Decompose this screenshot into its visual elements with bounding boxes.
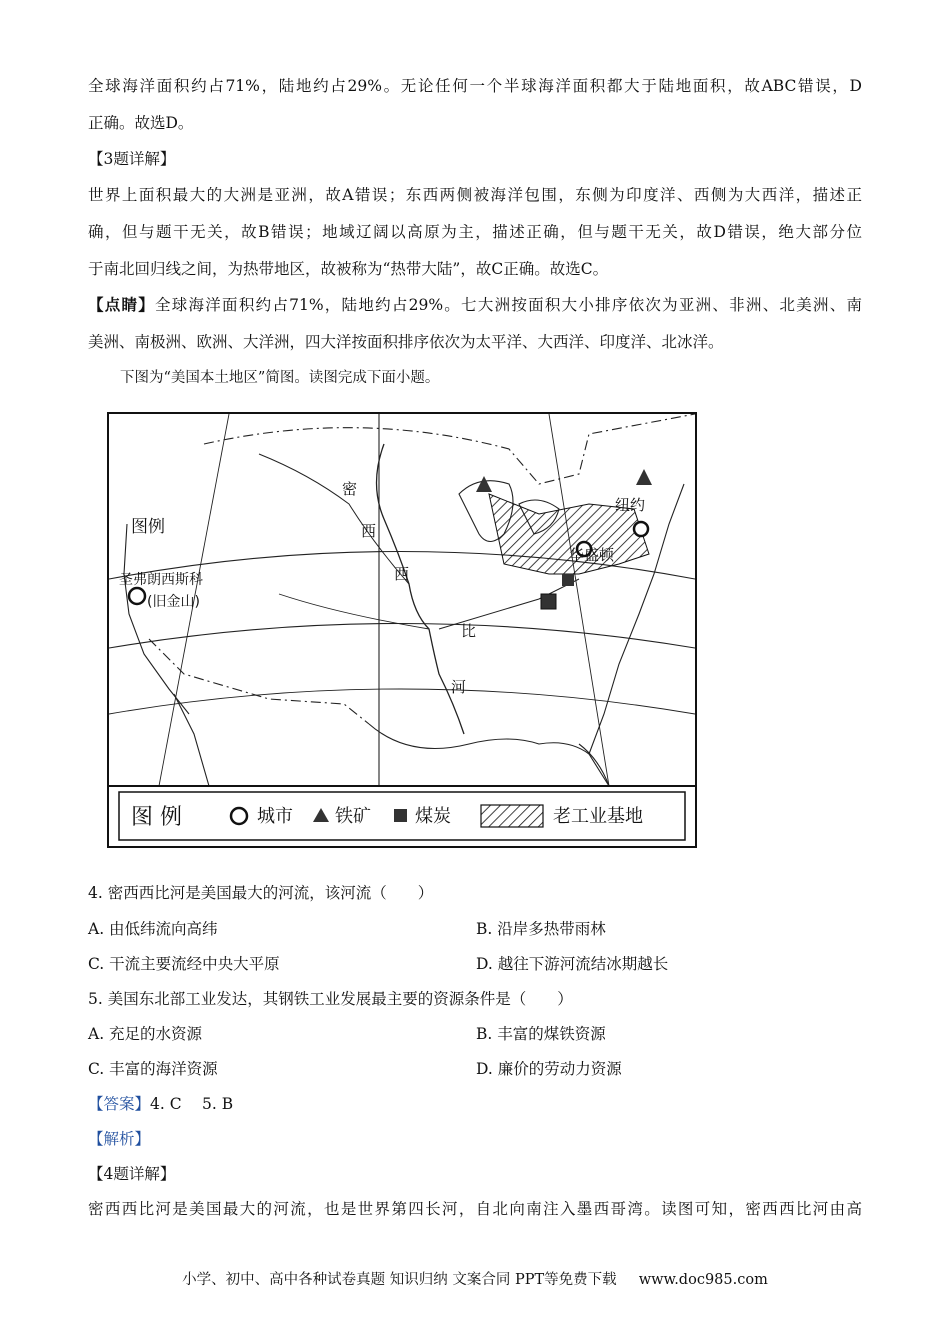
q4-option-d: D. 越往下游河流结冰期越长 [476, 955, 669, 973]
meridian-east [549, 414, 609, 786]
legend-city-icon [231, 808, 247, 824]
q5-option-b: B. 丰富的煤铁资源 [476, 1025, 606, 1043]
analysis-label: 【解析】 [88, 1130, 151, 1148]
tip-text: 全球海洋面积约占71%，陆地约占29%。七大洲按面积大小排序依次为亚洲、非洲、北美洲、南 [155, 296, 862, 314]
latitude-line-3 [109, 689, 695, 714]
paragraph-line: 确，但与题干无关，故B错误；地域辽阔以高原为主，描述正确，但与题干无关，故D错误，绝大部分位 [88, 223, 862, 241]
footer-site-link[interactable]: www.doc985.com [638, 1272, 768, 1288]
usa-map-figure [107, 412, 697, 848]
map-label-san-francisco: 圣弗朗西斯科 [119, 572, 203, 588]
ohio-river [439, 579, 579, 629]
legend-title: 图 例 [131, 805, 182, 830]
coal-icon [562, 574, 574, 586]
river-char: 河 [451, 678, 467, 696]
map-label-washington: 华盛顿 [569, 546, 615, 564]
west-coast [124, 524, 189, 714]
paragraph-line: 于南北回归线之间，为热带地区，故被称为“热带大陆”，故C正确。故选C。 [88, 260, 609, 278]
q5-option-c: C. 丰富的海洋资源 [88, 1060, 218, 1078]
legend-industrial-label: 老工业基地 [553, 806, 643, 827]
answer-line [88, 1093, 233, 1115]
usa-map-svg [109, 414, 695, 846]
answer-text: 4. C 5. B [150, 1095, 234, 1113]
city-icon-san-francisco [129, 588, 145, 604]
paragraph-line: 美洲、南极洲、欧洲、大洋洲，四大洋按面积排序依次为太平洋、大西洋、印度洋、北冰洋。 [88, 333, 724, 351]
q4-option-a: A. 由低纬流向高纬 [88, 920, 218, 938]
paragraph-line: 世界上面积最大的大洲是亚洲，故A错误；东西两侧被海洋包围，东侧为印度洋、西侧为大西洋，描述正 [88, 186, 862, 204]
legend-industrial-icon [481, 805, 543, 827]
map-label-tuli: 图例 [131, 517, 165, 537]
legend-coal-label: 煤炭 [415, 806, 451, 827]
footer-text: 小学、初中、高中各种试卷真题 知识归纳 文案合同 PPT等免费下载 [182, 1272, 617, 1288]
question-4-stem: 4. 密西西比河是美国最大的河流，该河流（ ） [88, 884, 434, 902]
q5-option-d: D. 廉价的劳动力资源 [476, 1060, 622, 1078]
city-icon-new-york [634, 522, 648, 536]
paragraph-line: 正确。故选D。 [88, 114, 194, 132]
q4-option-c: C. 干流主要流经中央大平原 [88, 955, 280, 973]
question-5-stem: 5. 美国东北部工业发达，其钢铁工业发展最主要的资源条件是（ ） [88, 990, 573, 1008]
legend-iron-label: 铁矿 [335, 806, 371, 827]
section-heading: 【4题详解】 [88, 1165, 176, 1183]
coal-icon [541, 594, 556, 609]
missouri-river [259, 454, 409, 584]
map-label-new-york: 纽约 [615, 496, 646, 514]
paragraph-line: 密西西比河是美国最大的河流，也是世界第四长河，自北向南注入墨西哥湾。读图可知，密西西比河由高 [88, 1200, 862, 1218]
paragraph-line: 全球海洋面积约占71%，陆地约占29%。无论任何一个半球海洋面积都大于陆地面积，故ABC错误，D [88, 77, 862, 95]
iron-ore-icon [476, 476, 492, 492]
river-char: 西 [394, 565, 410, 583]
river-char: 密 [342, 480, 358, 498]
answer-label: 【答案】 [88, 1095, 151, 1113]
tip-line [88, 294, 862, 316]
legend-city-label: 城市 [257, 806, 293, 827]
legend-coal-icon [394, 809, 407, 822]
canada-border [204, 414, 695, 484]
latitude-line-2 [109, 624, 695, 649]
river-char: 西 [361, 522, 377, 540]
river-char: 比 [461, 622, 477, 640]
gulf-coast [369, 724, 609, 786]
mexico-border [149, 639, 369, 724]
map-label-san-francisco-alt: (旧金山) [147, 594, 200, 610]
iron-ore-icon [636, 469, 652, 485]
page-footer [0, 1268, 950, 1289]
q5-option-a: A. 充足的水资源 [88, 1025, 203, 1043]
baja-coast [174, 694, 209, 786]
map-intro: 下图为“美国本土地区”简图。读图完成下面小题。 [120, 370, 440, 386]
tip-label: 【点睛】 [88, 295, 156, 314]
section-heading: 【3题详解】 [88, 150, 176, 168]
q4-option-b: B. 沿岸多热带雨林 [476, 920, 606, 938]
